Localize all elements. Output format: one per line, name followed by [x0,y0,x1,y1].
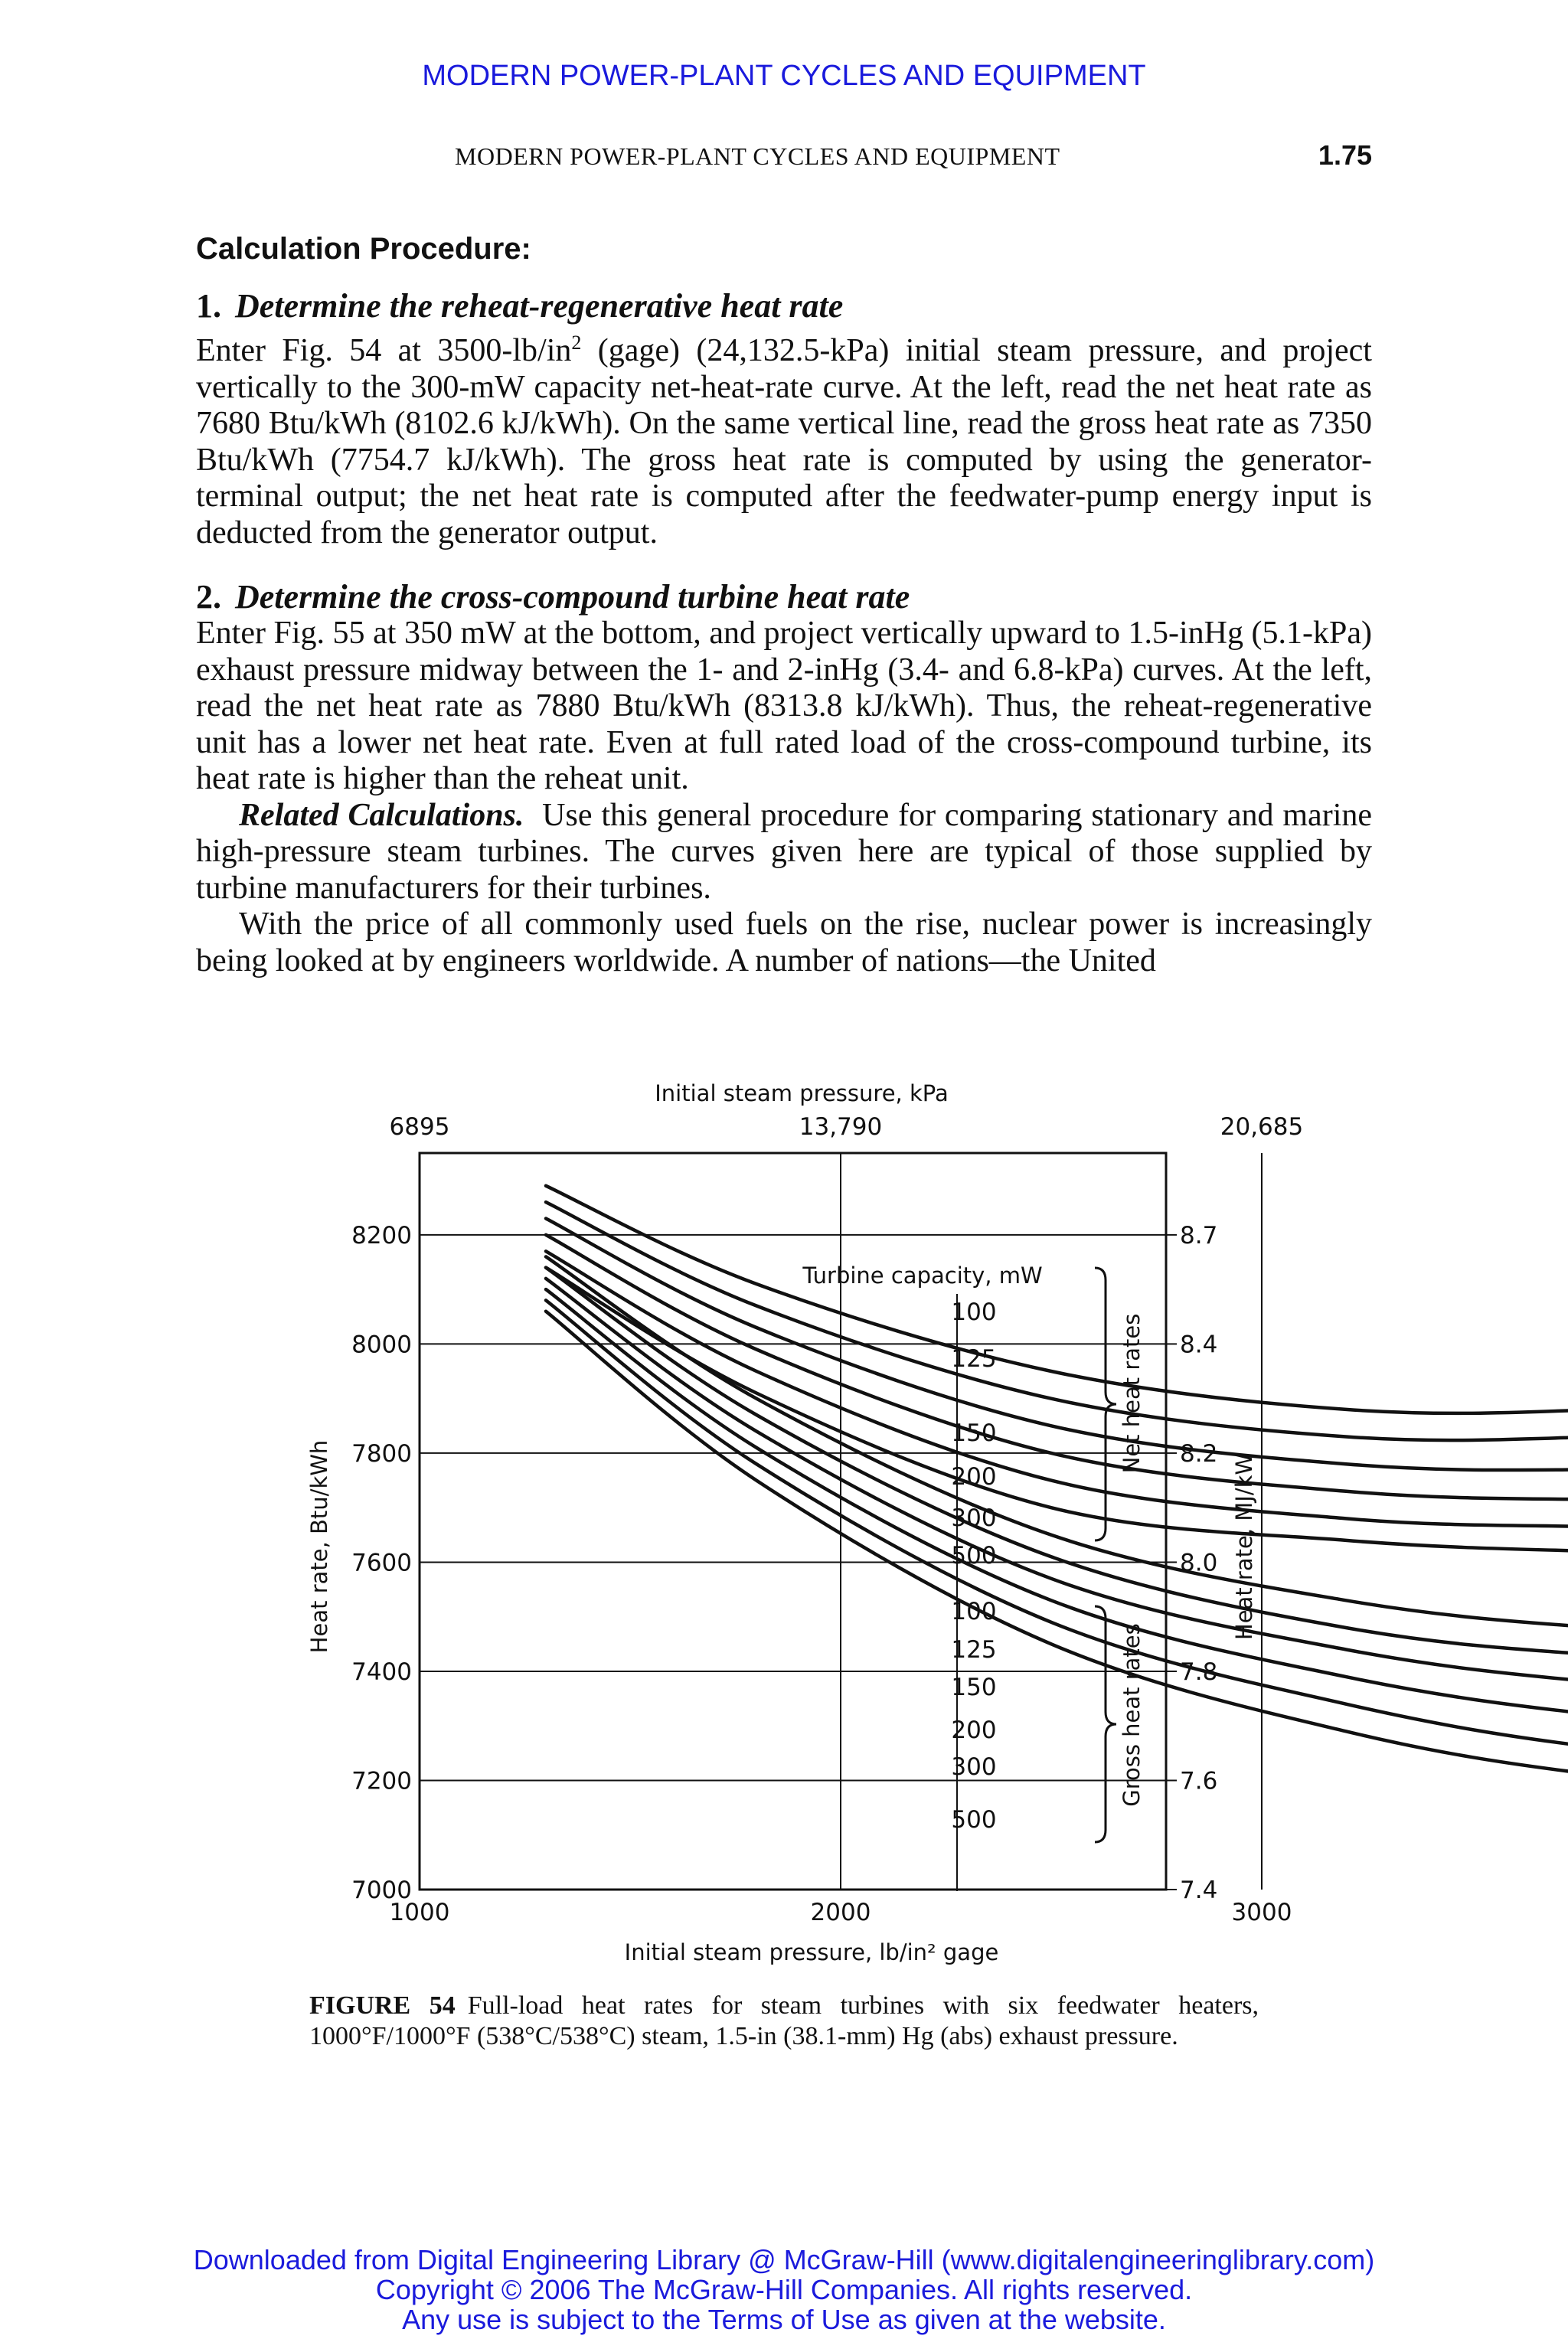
y-tick-label: 7000 [351,1877,412,1904]
gross-heat-rates-label: Gross heat rates [1119,1623,1145,1807]
x-tick-label: 3000 [1231,1899,1292,1926]
y-right-tick-label: 8.7 [1180,1221,1218,1250]
footer-copyright: Copyright © 2006 The McGraw-Hill Companies. All rights reserved. [375,2274,1193,2305]
net-curve-label: 150 [951,1419,997,1447]
step-1-title: Determine the reheat-regenerative heat rate [235,287,844,325]
y-axis-right-label: Heat rate, MJ/kW [1231,1452,1257,1641]
footer-terms: Any use is subject to the Terms of Use as given at the website. [402,2304,1166,2335]
net-curve-label: 125 [951,1345,997,1373]
y-right-tick-label: 8.4 [1180,1331,1218,1359]
net-heat-rates-label: Net heat rates [1119,1313,1145,1474]
page-number: 1.75 [1318,139,1372,171]
related-label: Related Calculations. [239,797,524,833]
top-title-link[interactable]: MODERN POWER-PLANT CYCLES AND EQUIPMENT [422,60,1146,92]
y-tick-label: 7600 [351,1549,412,1577]
x-top-tick-label: 6895 [389,1113,450,1141]
curve-gross-500 [546,1312,1568,1819]
chart-labels [951,1268,1116,1891]
net-brace [1095,1268,1116,1540]
step-2-title: Determine the cross-compound turbine heat rate [235,578,910,616]
gross-brace [1095,1606,1116,1842]
step-1-number: 1. [196,287,221,325]
paragraph-nuclear: With the price of all commonly used fuels on the rise, nuclear power is increasingly being looked at by engineers worldwide. A number of nations—the United [196,906,1372,978]
y-axis-left-label: Heat rate, Btu/kWh [306,1439,332,1654]
step-1-text-b: (gage) (24,132.5-kPa) initial steam pressure, and project vertically to the 300-mW capacity net-heat-rate curve. At the left, read the net heat rate as 7680 Btu/kWh (8102.6 kJ/kWh). On the same vertical line, read the gross heat rate as 7350 Btu/kWh (7754.7 kJ/kWh). The gross heat rate is computed by using the generator-terminal output; the net heat rate is computed after the feedwater-pump energy input is deducted from the generator output. [196,333,1372,550]
gross-curve-label: 125 [951,1636,997,1664]
y-tick-label: 8200 [351,1221,412,1250]
y-tick-label: 8000 [351,1331,412,1359]
gross-curve-label: 100 [951,1598,997,1625]
net-curve-label: 100 [951,1298,997,1326]
curve-net-300 [546,1251,1568,1530]
step-2-body: Enter Fig. 55 at 350 mW at the bottom, and project vertically upward to 1.5-inHg (5.1-kPa) exhaust pressure midway between the 1- and 2-inHg (3.4- and 6.8-kPa) curves. At the left, read the net heat rate as 7880 Btu/kWh (8313.8 kJ/kWh). Thus, the reheat-regenerative unit has a lower net heat rate. Even at full rated load of the cross-compound turbine, its heat rate is higher than the reheat unit. [196,616,1372,796]
y-tick-label: 7400 [351,1658,412,1686]
chart-curves [546,1186,1568,1819]
x-axis-bottom-label: Initial steam pressure, lb/in² gage [624,1939,999,1965]
x-tick-label: 2000 [810,1899,871,1926]
net-curve-label: 200 [951,1463,997,1491]
x-top-tick-label: 13,790 [799,1113,883,1141]
x-axis-top-label: Initial steam pressure, kPa [655,1080,949,1106]
net-curve-label: 500 [951,1542,997,1570]
running-head-title: MODERN POWER-PLANT CYCLES AND EQUIPMENT [455,142,1060,170]
step-1-superscript: 2 [571,332,582,354]
y-right-tick-label: 8.2 [1180,1439,1218,1468]
section-heading: Calculation Procedure: [196,232,531,266]
footer [0,2245,1568,2334]
curve-gross-100 [546,1256,1568,1642]
figure-label: FIGURE 54 [309,1991,456,2020]
gross-curve-label: 200 [951,1717,997,1744]
step-2-number: 2. [196,578,221,616]
step-1-text-a: Enter Fig. 54 at 3500-lb/in [196,333,572,368]
y-right-tick-label: 7.8 [1180,1658,1218,1686]
net-curve-label: 300 [951,1504,997,1532]
y-right-tick-label: 8.0 [1180,1549,1218,1577]
capacity-label: Turbine capacity, mW [802,1263,1043,1289]
y-tick-label: 7800 [351,1439,412,1468]
gross-curve-label: 150 [951,1674,997,1701]
figure-caption [309,1991,1259,2052]
gross-curve-label: 500 [951,1806,997,1834]
figure-caption-text: Full-load heat rates for steam turbines with six feedwater heaters, 1000°F/1000°F (538°C/538°C) steam, 1.5-in (38.1-mm) Hg (abs) exhaust pressure. [309,1991,1259,2050]
y-right-tick-label: 7.4 [1180,1877,1218,1904]
related-text: Use this general procedure for comparing stationary and marine high-pressure steam turbines. The curves given here are typical of those supplied by turbine manufacturers for their turbines. [196,797,1373,906]
y-tick-label: 7200 [351,1767,412,1795]
y-right-tick-label: 7.6 [1180,1767,1218,1795]
footer-link[interactable]: Downloaded from Digital Engineering Library @ McGraw-Hill (www.digitalengineeringlibrary.com) [193,2244,1375,2275]
gross-curve-label: 300 [951,1753,997,1781]
curve-net-200 [546,1235,1568,1500]
x-tick-label: 1000 [389,1899,450,1926]
x-top-tick-label: 20,685 [1220,1113,1304,1141]
plot-frame [420,1153,1166,1890]
